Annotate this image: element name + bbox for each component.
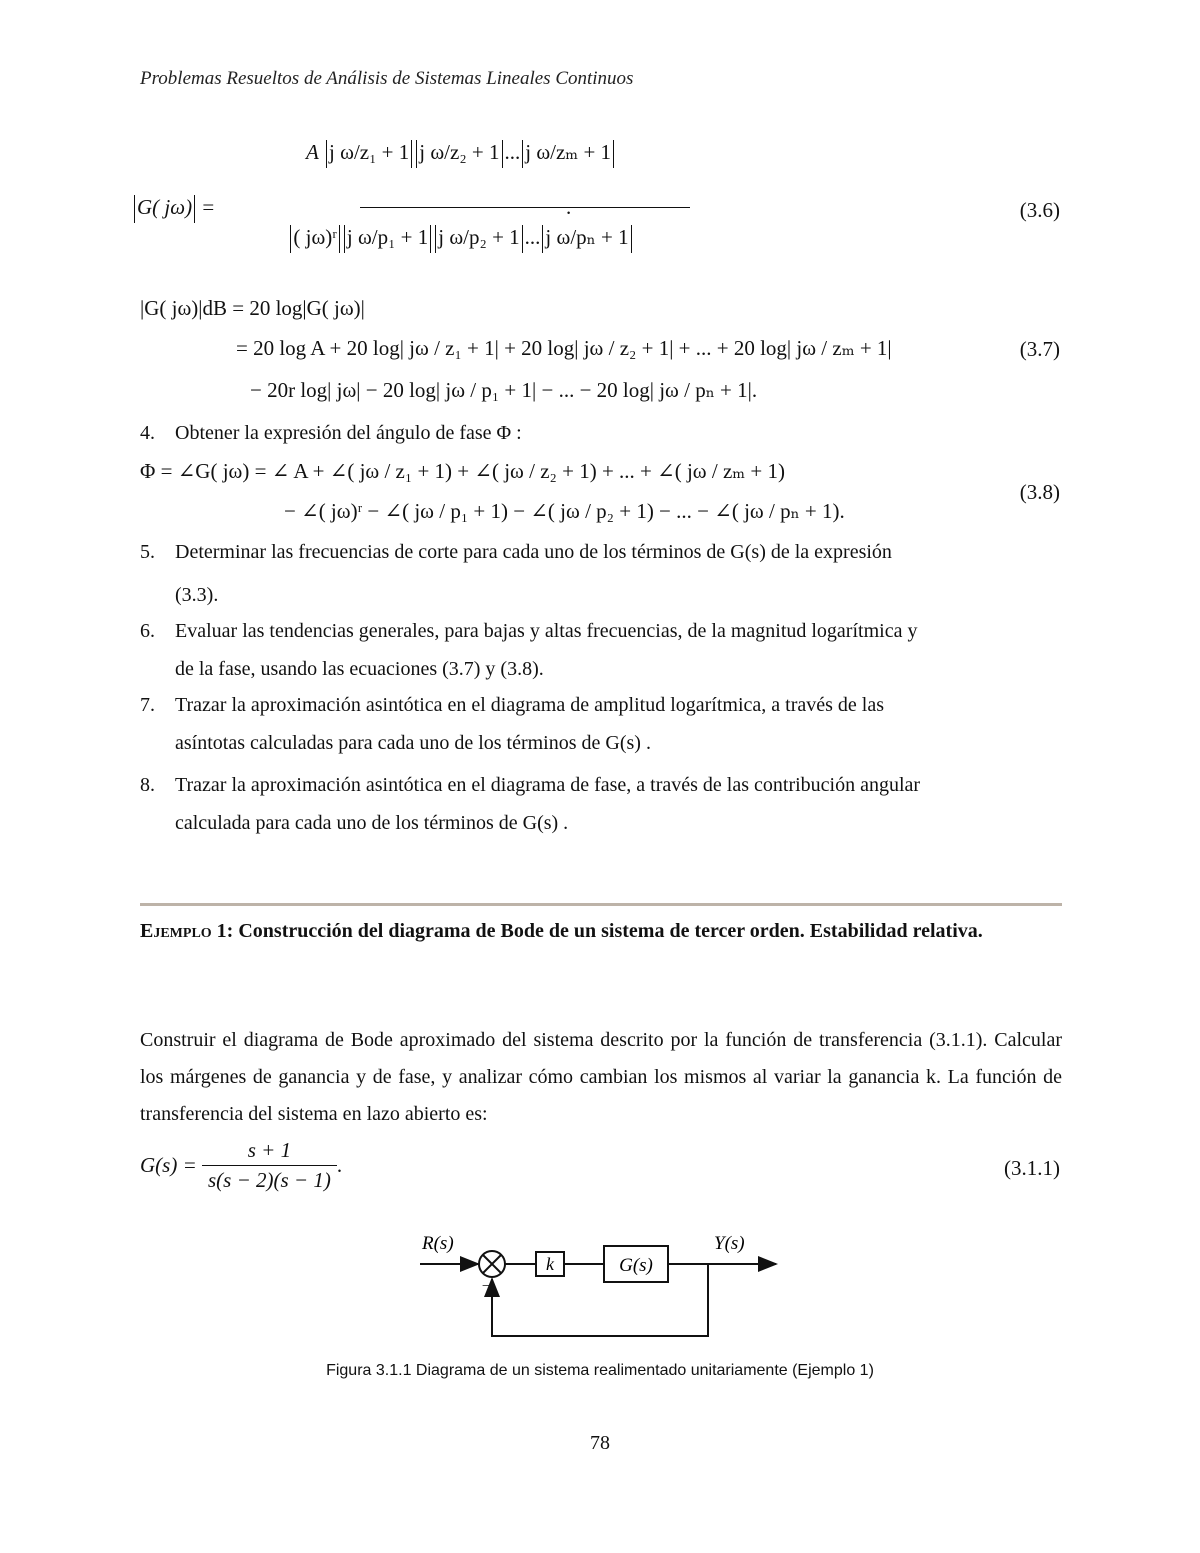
running-header: Problemas Resueltos de Análisis de Sistemas Lineales Continuos — [140, 68, 634, 89]
list-item — [140, 414, 1062, 452]
eq311-numerator: s + 1 — [247, 1138, 292, 1162]
page-number: 78 — [590, 1432, 610, 1454]
equation-label-3-8: (3.8) — [1019, 480, 1060, 504]
example-title: Construcción del diagrama de Bode de un sistema de tercer orden. Estabilidad relativa. — [238, 920, 983, 942]
list-item — [140, 766, 1062, 804]
list-continuation: asíntotas calculadas para cada uno de los términos de G(s) . — [175, 732, 651, 754]
list-continuation: calculada para cada uno de los términos de G(s) . — [175, 812, 569, 834]
eq38-line2: − ∠( jω)ʳ − ∠( jω / p₁ + 1) − ∠( jω / p₂ + 1) − ... − ∠( jω / pₙ + 1). — [284, 499, 845, 523]
eq37-line1: |G( jω)|dB = 20 log|G( jω)| — [140, 296, 365, 320]
summing-junction — [479, 1251, 505, 1277]
list-text: Trazar la aproximación asintótica en el diagrama de amplitud logarítmica, a través de las — [175, 694, 884, 716]
eq36-num-term: ... — [504, 140, 521, 164]
list-text: Evaluar las tendencias generales, para bajas y altas frecuencias, de la magnitud logarítmica y — [175, 620, 918, 642]
eq311-period: . — [336, 1153, 343, 1177]
input-label: R(s) — [422, 1233, 454, 1254]
eq311-denominator: s(s − 2)(s − 1) — [202, 1165, 337, 1193]
eq36-den-term: j ω/p₁ + 1 — [346, 225, 429, 249]
equation-3-1-1 — [140, 1138, 342, 1193]
eq36-den-term: j ω/p₂ + 1 — [438, 225, 520, 249]
eq36-lhs: G( jω) — [137, 195, 193, 219]
list-item — [140, 686, 1062, 724]
list-continuation: de la fase, usando las ecuaciones (3.7) y (3.8). — [175, 658, 544, 680]
plant-label: G(s) — [619, 1255, 653, 1276]
equation-3-6: G( jω) = A j ω/z₁ + 1 j ω/z₂ + 1 ... j ω/zₘ + 1 ( jω)ʳ j ω/p₁ + 1 j ω/p₂ + 1 ... j ω/pₙ + 1 . — [132, 140, 592, 280]
eq36-num-term: j ω/z₁ + 1 — [329, 140, 410, 164]
feedback-block-diagram — [410, 1222, 790, 1344]
section-divider — [140, 903, 1062, 906]
example-paragraph: Construir el diagrama de Bode aproximado del sistema descrito por la función de transferencia (3.1.1). Calcular los márgenes de ganancia y de fase, y analizar cómo cambian los mismos al variar la ganancia k. La función de transferencia del sistema en lazo abierto es: — [140, 1029, 1062, 1125]
list-number: 5. — [140, 541, 155, 563]
gain-label: k — [546, 1254, 554, 1274]
eq311-lhs: G(s) = — [140, 1153, 197, 1177]
eq36-num-a: A — [305, 140, 319, 164]
list-number: 4. — [140, 422, 155, 444]
eq37-line2: = 20 log A + 20 log| jω / z₁ + 1| + 20 log| jω / z₂ + 1| + ... + 20 log| jω / zₘ + 1| — [236, 336, 892, 360]
equation-label-3-6: (3.6) — [1019, 198, 1060, 222]
example-label: Ejemplo 1: — [140, 920, 234, 942]
list-text: Obtener la expresión del ángulo de fase Φ : — [175, 422, 522, 444]
eq37-line3: − 20r log| jω| − 20 log| jω / p₁ + 1| − ... − 20 log| jω / pₙ + 1|. — [250, 378, 758, 402]
eq36-num-term: j ω/zₘ + 1 — [525, 140, 612, 164]
example-heading — [140, 912, 1062, 950]
eq36-den-term: j ω/pₙ + 1 — [545, 225, 629, 249]
eq36-denominator — [232, 225, 690, 253]
output-label: Y(s) — [714, 1233, 745, 1254]
minus-sign: − — [482, 1279, 490, 1294]
eq311-fraction — [202, 1138, 337, 1193]
list-item — [140, 533, 1062, 571]
eq36-num-term: j ω/z₂ + 1 — [419, 140, 500, 164]
list-item — [140, 612, 1062, 650]
eq36-den-term: ( jω)ʳ — [293, 225, 337, 249]
eq36-numerator — [232, 140, 690, 168]
equation-label-3-1-1: (3.1.1) — [1004, 1156, 1060, 1180]
equation-label-3-7: (3.7) — [1019, 337, 1060, 361]
list-number: 8. — [140, 774, 155, 796]
figure-caption: Figura 3.1.1 Diagrama de un sistema realimentado unitariamente (Ejemplo 1) — [326, 1362, 874, 1379]
list-number: 7. — [140, 694, 155, 716]
list-number: 6. — [140, 620, 155, 642]
list-text: Determinar las frecuencias de corte para cada uno de los términos de G(s) de la expresión — [175, 541, 892, 563]
list-text: Trazar la aproximación asintótica en el diagrama de fase, a través de las contribución angular — [175, 774, 921, 796]
eq36-fraction-bar — [360, 207, 690, 208]
eq36-den-term: ... — [524, 225, 541, 249]
eq38-line1: Φ = ∠G( jω) = ∠ A + ∠( jω / z₁ + 1) + ∠( jω / z₂ + 1) + ... + ∠( jω / zₘ + 1) — [140, 459, 785, 483]
list-continuation: (3.3). — [175, 584, 219, 606]
feedback-path — [492, 1264, 708, 1336]
